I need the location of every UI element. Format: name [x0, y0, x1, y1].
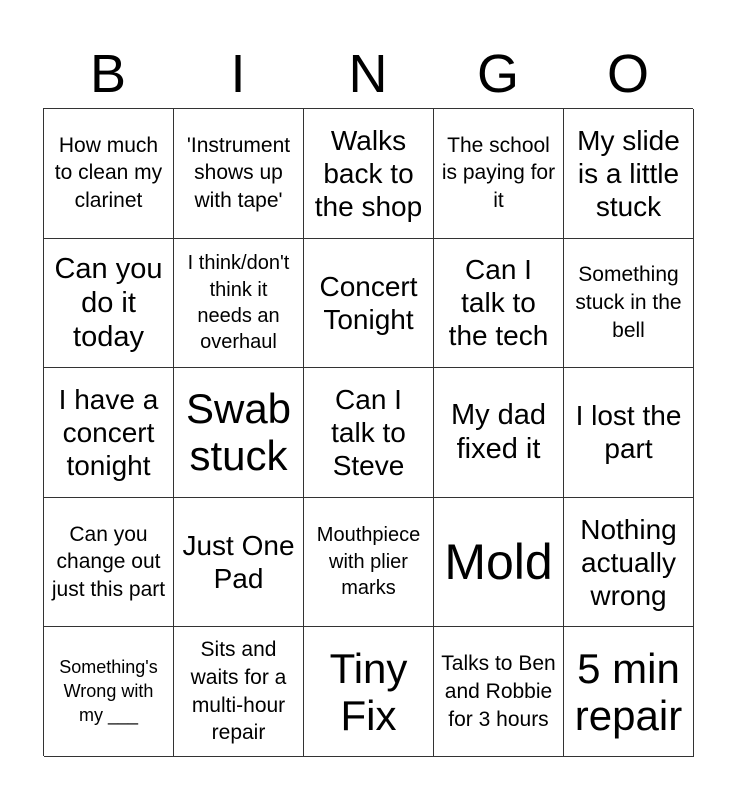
bingo-cell[interactable]	[44, 239, 174, 369]
header-letter-i: I	[230, 44, 246, 104]
bingo-cell[interactable]	[564, 239, 694, 369]
header-letter-b: B	[89, 44, 127, 104]
bingo-cell[interactable]	[44, 109, 174, 239]
cell-text: Talks to Ben and Robbie for 3 hours	[441, 652, 556, 731]
bingo-cell[interactable]	[304, 239, 434, 369]
bingo-cell[interactable]	[564, 627, 694, 757]
bingo-cell[interactable]	[44, 368, 174, 498]
bingo-cell[interactable]	[434, 368, 564, 498]
bingo-cell[interactable]	[304, 109, 434, 239]
cell-text: Can I talk to the tech	[448, 254, 549, 352]
cell-text: How much to clean my clarinet	[54, 133, 163, 213]
cell-text: Something stuck in the bell	[575, 263, 682, 342]
cell-text: My dad fixed it	[450, 399, 547, 466]
bingo-cell[interactable]	[564, 109, 694, 239]
bingo-cell[interactable]	[304, 627, 434, 757]
bingo-board	[43, 108, 693, 756]
cell-text: Swab stuck	[185, 385, 292, 480]
bingo-cell[interactable]	[564, 498, 694, 628]
bingo-cell[interactable]	[174, 498, 304, 628]
cell-text: Mold	[444, 534, 553, 591]
bingo-cell[interactable]	[44, 627, 174, 757]
cell-text: Walks back to the shop	[314, 124, 423, 222]
cell-text: My slide is a little stuck	[577, 124, 680, 222]
bingo-cell[interactable]	[174, 109, 304, 239]
cell-text: Nothing actually wrong	[580, 513, 677, 611]
bingo-cell[interactable]	[174, 368, 304, 498]
cell-text: 'Instrument shows up with tape'	[186, 133, 291, 213]
cell-text: I think/don't think it needs an overhaul	[187, 252, 290, 354]
header-letter-o: O	[606, 44, 649, 104]
bingo-cell[interactable]	[434, 109, 564, 239]
cell-text: Concert Tonight	[319, 270, 418, 335]
cell-text: The school is paying for it	[441, 133, 556, 213]
bingo-cell[interactable]	[174, 627, 304, 757]
cell-text: Can you do it today	[54, 252, 163, 353]
cell-text: Something's Wrong with my ___	[59, 657, 158, 725]
cell-text: Can you change out just this part	[51, 522, 166, 601]
bingo-cell[interactable]	[304, 368, 434, 498]
bingo-cell[interactable]	[44, 498, 174, 628]
bingo-cell[interactable]	[174, 239, 304, 369]
cell-text: 5 min repair	[574, 644, 683, 739]
bingo-cell[interactable]	[564, 368, 694, 498]
bingo-cell[interactable]	[434, 627, 564, 757]
cell-text: I have a concert tonight	[58, 383, 159, 481]
bingo-cell[interactable]	[434, 239, 564, 369]
cell-text: Just One Pad	[182, 530, 295, 595]
bingo-cell[interactable]	[304, 498, 434, 628]
bingo-cell[interactable]	[434, 498, 564, 628]
bingo-header	[43, 40, 693, 108]
cell-text: Tiny Fix	[329, 644, 408, 739]
cell-text: Mouthpiece with plier marks	[316, 524, 421, 600]
header-letter-g: G	[476, 44, 519, 104]
header-letter-n: N	[348, 44, 388, 104]
cell-text: I lost the part	[575, 400, 682, 465]
cell-text: Sits and waits for a multi-hour repair	[190, 638, 287, 745]
cell-text: Can I talk to Steve	[331, 383, 406, 481]
